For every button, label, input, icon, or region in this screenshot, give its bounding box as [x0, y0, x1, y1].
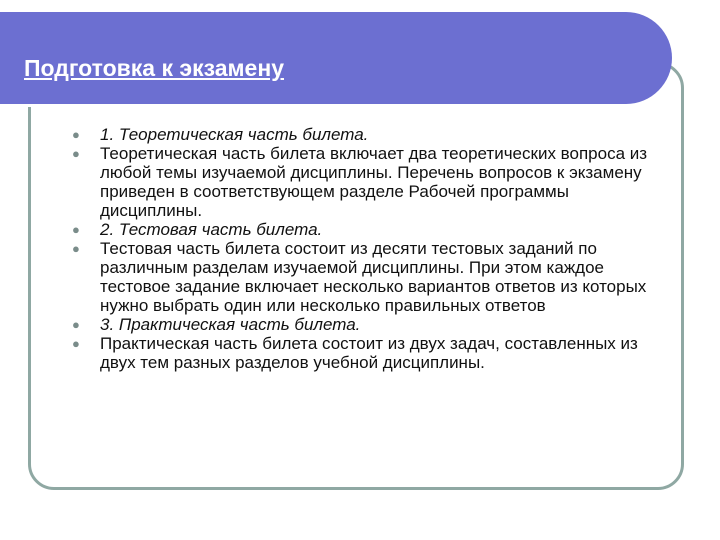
- list-item: [72, 334, 672, 372]
- list-item: [72, 220, 672, 239]
- list-item-text: 1. Теоретическая часть билета.: [100, 125, 369, 144]
- list-item: [72, 315, 672, 334]
- slide-title: Подготовка к экзамену: [24, 55, 284, 81]
- title-banner: [0, 12, 672, 104]
- list-item: [72, 239, 672, 315]
- list-item-text: Тестовая часть билета состоит из десяти тестовых заданий по различным разделам изучаемой дисциплины. При этом каждое тестовое задание включает несколько вариантов ответов из которых нужно выбрать один или несколько правильных ответов: [100, 239, 647, 315]
- bullet-icon: ●: [72, 127, 80, 142]
- bullet-icon: ●: [72, 317, 80, 332]
- bullet-icon: ●: [72, 336, 80, 351]
- list-item-text: Теоретическая часть билета включает два теоретических вопроса из любой темы изучаемой дисциплины. Перечень вопросов к экзамену приведен в соответствующем разделе Рабочей программы дисциплины.: [100, 144, 648, 220]
- bullet-icon: ●: [72, 146, 80, 161]
- list-item-text: 2. Тестовая часть билета.: [100, 220, 323, 239]
- bullet-list: [72, 125, 672, 372]
- bullet-icon: ●: [72, 241, 80, 256]
- list-item: [72, 144, 672, 220]
- list-item-text: Практическая часть билета состоит из двух задач, составленных из двух тем разных разделов учебной дисциплины.: [100, 334, 638, 372]
- list-item: [72, 125, 672, 144]
- title-underline-bar: [0, 104, 637, 107]
- list-item-text: 3. Практическая часть билета.: [100, 315, 361, 334]
- bullet-icon: ●: [72, 222, 80, 237]
